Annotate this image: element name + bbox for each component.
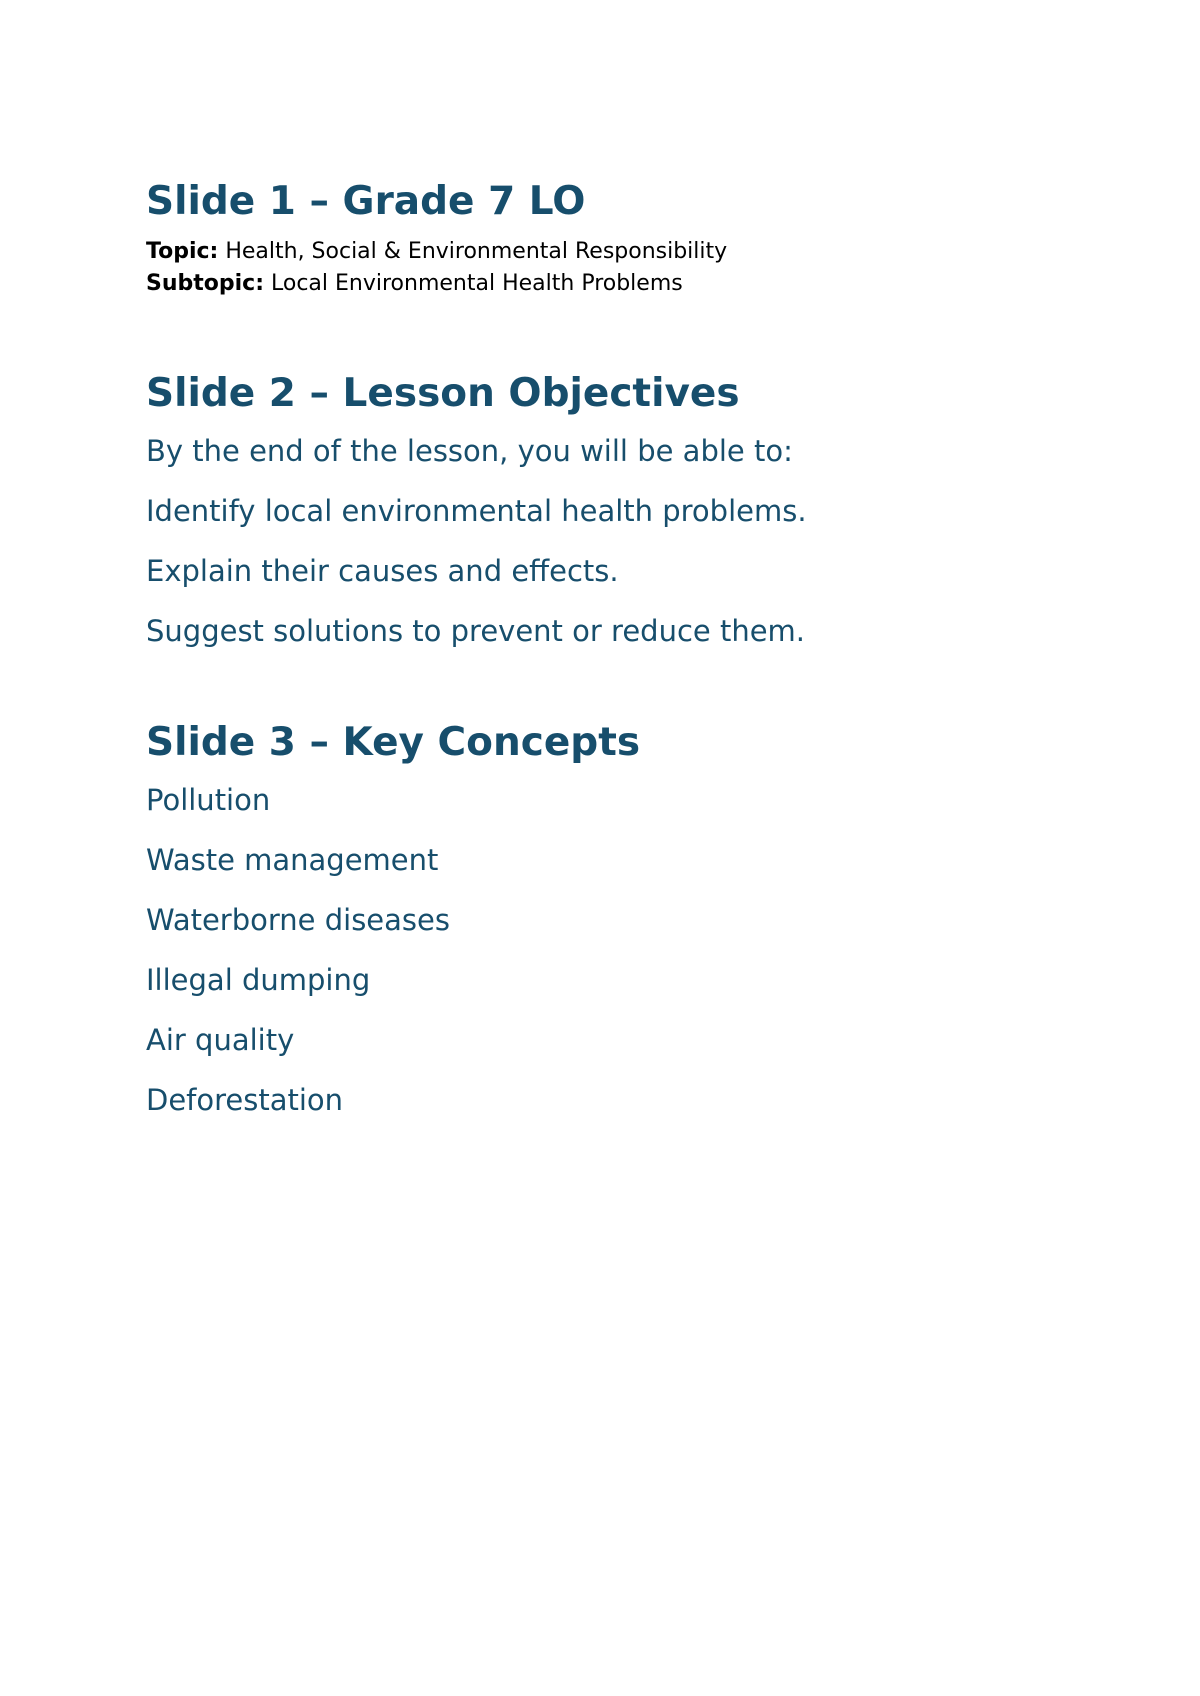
objective-item: Identify local environmental health problems. — [146, 494, 807, 528]
section-spacer — [146, 300, 1106, 370]
key-concepts-list — [146, 783, 1106, 1118]
slide-1-section — [146, 178, 1106, 300]
section-spacer — [146, 649, 1106, 719]
concept-item: Deforestation — [146, 1083, 344, 1117]
subtopic-line — [146, 268, 1106, 300]
slide-3-title: Slide 3 – Key Concepts — [146, 720, 641, 765]
concept-item: Air quality — [146, 1023, 295, 1057]
slide-1-title: Slide 1 – Grade 7 LO — [146, 179, 586, 224]
slide-3-section — [146, 719, 1106, 1118]
slide-2-section — [146, 370, 1106, 649]
concept-item: Pollution — [146, 783, 271, 817]
objective-item: Explain their causes and effects. — [146, 554, 619, 588]
subtopic-label: Subtopic: — [146, 271, 265, 296]
objective-intro: By the end of the lesson, you will be able to: — [146, 434, 793, 468]
document-content — [146, 178, 1106, 1118]
objective-item: Suggest solutions to prevent or reduce them. — [146, 614, 806, 648]
concept-item: Illegal dumping — [146, 963, 371, 997]
topic-value: Health, Social & Environmental Responsibility — [218, 239, 728, 264]
concept-item: Waste management — [146, 843, 439, 877]
concept-item: Waterborne diseases — [146, 903, 450, 937]
topic-label: Topic: — [146, 239, 219, 264]
slide-2-title: Slide 2 – Lesson Objectives — [146, 371, 740, 416]
objectives-list — [146, 434, 1106, 649]
subtopic-value: Local Environmental Health Problems — [264, 271, 683, 296]
slide-1-meta — [146, 236, 1106, 300]
topic-line — [146, 236, 1106, 268]
